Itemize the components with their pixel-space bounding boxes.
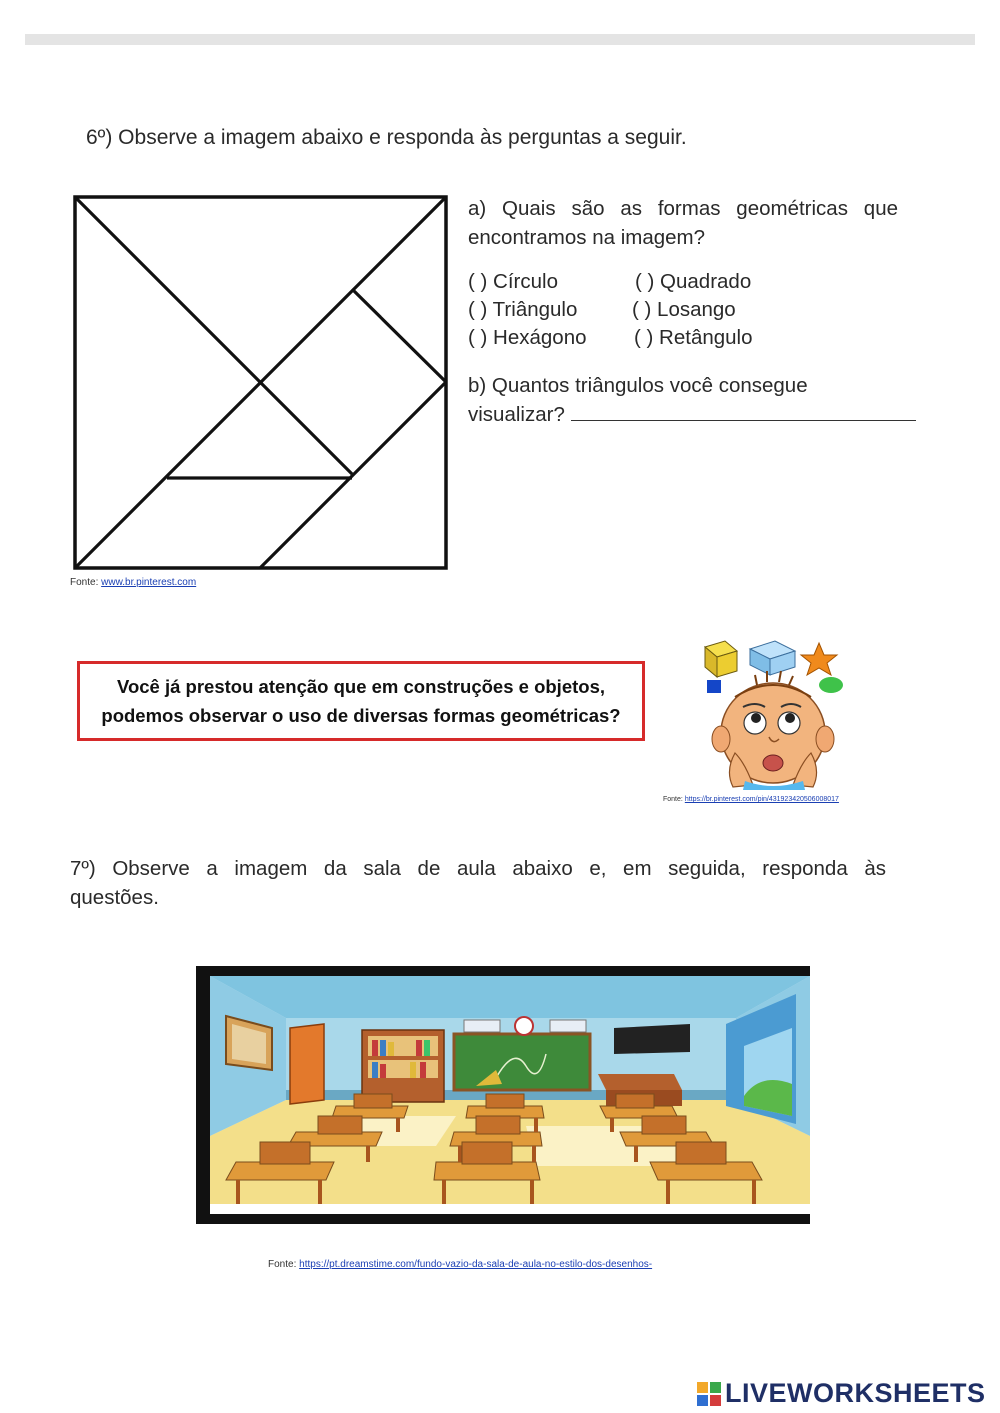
q6-source-link[interactable]: www.br.pinterest.com	[101, 577, 197, 588]
option-retangulo[interactable]: ( ) Retângulo	[634, 326, 753, 349]
callout-box	[77, 661, 645, 741]
q6a-line2: encontramos na imagem?	[468, 226, 706, 249]
option-quadrado[interactable]: ( ) Quadrado	[635, 270, 752, 293]
callout-line2: podemos observar o uso de diversas formas geométricas?	[101, 705, 621, 726]
q7-source-label: Fonte:	[268, 1259, 297, 1270]
option-hexagono[interactable]: ( ) Hexágono	[468, 326, 587, 349]
question-6b	[468, 371, 916, 429]
q7-line1: 7º) Observe a imagem da sala de aula abaixo e, em seguida, responda às	[70, 857, 886, 880]
liveworksheets-logo	[697, 1378, 986, 1409]
q7-source	[268, 1259, 652, 1270]
option-circulo[interactable]: ( ) Círculo	[468, 270, 558, 293]
q7-line2: questões.	[70, 886, 159, 909]
option-triangulo[interactable]: ( ) Triângulo	[468, 298, 578, 321]
question-6a	[468, 194, 898, 252]
boy-source	[663, 796, 839, 803]
tangram-figure	[70, 192, 452, 574]
boy-source-link[interactable]: https://br.pinterest.com/pin/431923420506008017	[684, 796, 839, 803]
q6b-line2: visualizar?	[468, 403, 565, 426]
option-losango[interactable]: ( ) Losango	[632, 298, 736, 321]
callout-line1: Você já prestou atenção que em construções e objetos,	[117, 676, 605, 697]
q6b-line1: b) Quantos triângulos você consegue	[468, 374, 808, 397]
top-divider	[25, 34, 975, 45]
q6a-line1: a) Quais são as formas geométricas que	[468, 197, 898, 220]
q6-source	[70, 577, 196, 588]
thinking-boy-illustration	[695, 635, 855, 790]
boy-source-label: Fonte:	[663, 796, 683, 803]
classroom-illustration	[196, 966, 810, 1224]
liveworksheets-grid-icon	[697, 1382, 721, 1406]
q7-source-link[interactable]: https://pt.dreamstime.com/fundo-vazio-da-sala-de-aula-no-estilo-dos-desenhos-	[299, 1259, 653, 1270]
q6b-answer-line[interactable]	[571, 400, 916, 421]
liveworksheets-wordmark: LIVEWORKSHEETS	[725, 1378, 986, 1408]
question-6-title: 6º) Observe a imagem abaixo e responda às perguntas a seguir.	[86, 126, 687, 149]
q6-source-label: Fonte:	[70, 577, 99, 588]
question-7	[70, 854, 886, 912]
